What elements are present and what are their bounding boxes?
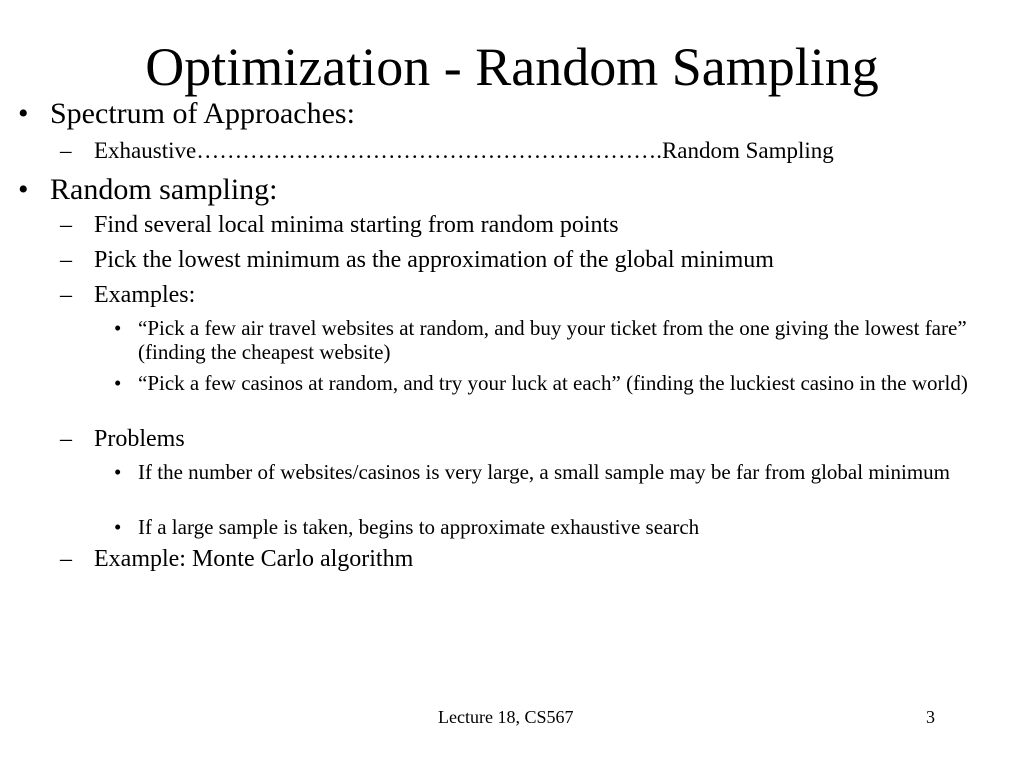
bullet-marker: •	[114, 371, 122, 395]
subbullet-find-minima	[60, 211, 619, 239]
example-casinos	[114, 371, 1018, 395]
problem-large-sample	[114, 515, 700, 539]
subbullet-exhaustive	[60, 137, 834, 165]
problem-text: If a large sample is taken, begins to approximate exhaustive search	[138, 515, 700, 539]
bullet-marker: •	[114, 316, 122, 340]
slide-title: Optimization - Random Sampling	[145, 37, 879, 97]
dash-marker: –	[60, 282, 72, 308]
subbullet-examples	[60, 281, 196, 309]
dash-marker: –	[60, 138, 72, 163]
dash-marker: –	[60, 546, 72, 572]
bullet-marker: •	[18, 173, 29, 206]
dash-marker: –	[60, 426, 72, 452]
bullet-marker: •	[114, 515, 122, 539]
subbullet-text: Examples:	[94, 282, 196, 308]
problem-text: If the number of websites/casinos is very large, a small sample may be far from global minimum	[138, 460, 950, 484]
example-text: “Pick a few air travel websites at random, and buy your ticket from the one giving the lowest fare” (finding the cheapest website)	[138, 316, 967, 364]
footer-lecture: Lecture 18, CS567	[438, 707, 574, 727]
bullet-text: Random sampling:	[50, 173, 278, 206]
example-text: “Pick a few casinos at random, and try your luck at each” (finding the luckiest casino in the world)	[138, 371, 968, 395]
subbullet-problems	[60, 425, 185, 453]
bullet-spectrum	[18, 97, 355, 131]
subbullet-text: Find several local minima starting from random points	[94, 212, 619, 238]
dash-marker: –	[60, 247, 72, 273]
subbullet-text: Problems	[94, 426, 185, 452]
subbullet-text: Example: Monte Carlo algorithm	[94, 546, 414, 572]
subbullet-text: Pick the lowest minimum as the approximation of the global minimum	[94, 247, 774, 273]
bullet-random-sampling	[18, 173, 278, 207]
problem-large-number	[114, 460, 968, 484]
bullet-marker: •	[18, 97, 29, 130]
footer-page-number: 3	[926, 707, 935, 727]
subbullet-monte-carlo	[60, 545, 414, 573]
bullet-text: Spectrum of Approaches:	[50, 97, 355, 130]
dash-marker: –	[60, 212, 72, 238]
example-air-travel	[114, 316, 1018, 364]
subbullet-pick-lowest	[60, 246, 774, 274]
subbullet-text: Exhaustive…………………………………………………….Random Sampling	[94, 138, 834, 163]
bullet-marker: •	[114, 460, 122, 484]
